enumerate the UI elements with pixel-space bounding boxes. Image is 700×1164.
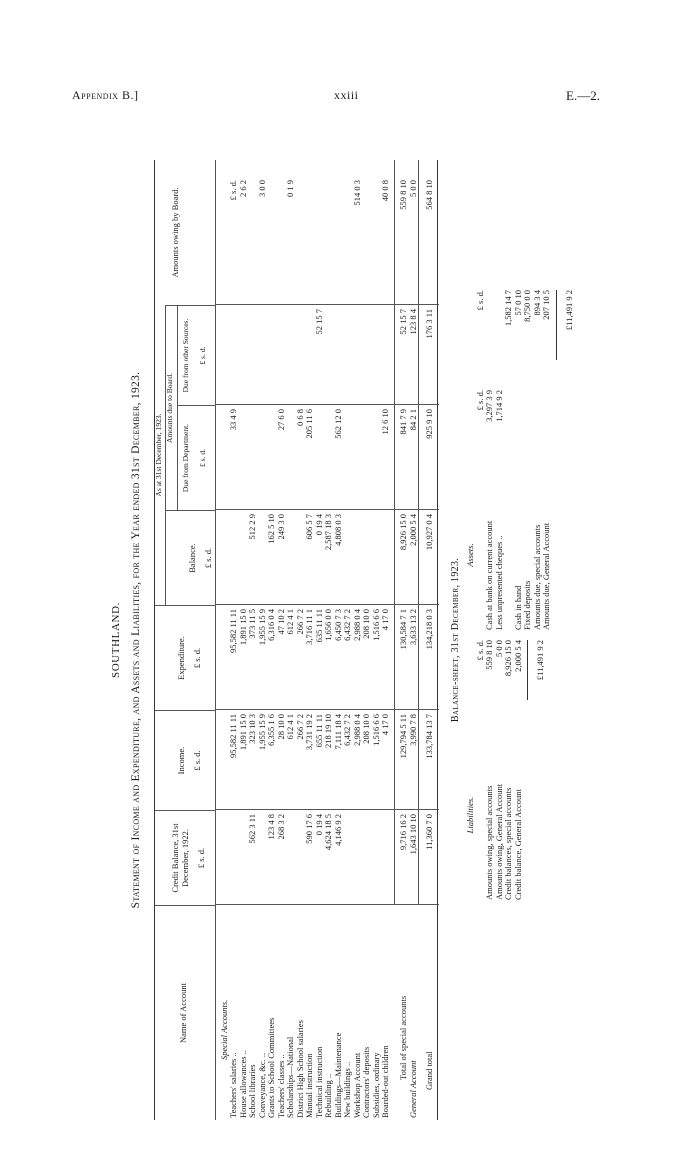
row-label: Teachers' classes .. <box>275 1054 286 1118</box>
cell-credit: 11,360 7 0 <box>424 814 434 850</box>
row-label: Technical instruction <box>313 1046 324 1118</box>
cell-dept: 205 11 6 <box>304 409 314 439</box>
cell-income: 2,988 0 4 <box>351 714 362 746</box>
cell-owing: 564 8 10 <box>424 180 434 210</box>
asset-line <box>504 290 514 630</box>
cell-expenditure: 47 10 2 <box>275 609 286 635</box>
cell-balance: 0 19 4 <box>313 514 324 536</box>
liability-label: Amounts owing, General Account <box>493 783 504 900</box>
row-label: Rebuilding .. <box>323 1073 333 1118</box>
assets-lines <box>485 290 552 630</box>
grand-total-row <box>425 160 435 1120</box>
liability-amount: 559 8 10 <box>484 640 494 670</box>
asset-label: Fixed deposits <box>522 580 532 630</box>
cell-balance: 10,927 0 4 <box>424 514 434 551</box>
liabilities-rule <box>527 640 528 700</box>
col-header-credit: Credit Balance, 31st December, 1922. £ s. d. <box>155 810 215 905</box>
cell-income: 1,516 6 6 <box>370 714 381 746</box>
col-header-expenditure: Expenditure. £ s. d. <box>155 605 215 710</box>
cell-expenditure: 1,516 6 6 <box>370 609 381 641</box>
cell-expenditure: 2,988 0 4 <box>351 609 362 641</box>
row-label: Buildings—Maintenance <box>332 1032 343 1118</box>
row-label: Subsidies, ordinary <box>370 1052 381 1118</box>
cell-owing: £ s. d. <box>228 180 238 201</box>
row-label: Grants to School Committees <box>266 1017 276 1118</box>
col-header-due-group: Amounts due to Board. <box>165 305 177 510</box>
asset-line <box>495 290 505 630</box>
cell-balance: 4,808 0 3 <box>332 514 343 546</box>
cell-income: 133,784 13 7 <box>424 714 434 759</box>
cell-income: 1,955 15 9 <box>256 714 267 751</box>
cell-expenditure: 635 11 11 <box>313 609 324 643</box>
cell-income: 208 10 0 <box>361 714 371 744</box>
table-row <box>381 160 391 1120</box>
page-header <box>0 0 700 103</box>
cell-expenditure: 134,218 0 3 <box>424 609 434 650</box>
cell-credit: 0 19 4 <box>313 814 324 836</box>
asset-amount: 8,750 0 0 <box>522 290 532 322</box>
cell-income: 1,891 15 0 <box>237 714 248 751</box>
asset-line <box>542 290 552 630</box>
asset-amount: 894 3 4 <box>531 290 542 316</box>
cell-expenditure: 6,450 7 3 <box>332 609 343 641</box>
asset-subamount: 1,714 9 2 <box>493 390 504 422</box>
cell-owing: 3 0 0 <box>256 180 267 197</box>
lsd-heading: £ s. d. <box>474 640 485 661</box>
cell-dept: 12 6 10 <box>380 409 390 435</box>
region-title: SOUTHLAND. <box>110 602 122 678</box>
asset-amount: 207 10 5 <box>541 290 551 320</box>
lsd-heading: £ s. d. £ s. d. <box>474 290 485 411</box>
table-row <box>267 160 277 1120</box>
cell-expenditure: 6,432 7 2 <box>342 609 352 641</box>
row-label: House allowances .. <box>237 1050 248 1118</box>
col-header-due-dept: Due from Department. £ s. d. <box>177 405 215 510</box>
cell-income: 4 17 0 <box>380 714 390 736</box>
cell-credit: 562 3 11 <box>247 814 257 844</box>
cell-due-dept: 841 7 9 <box>398 409 408 435</box>
asset-label: Cash in hand <box>512 585 523 630</box>
cell-balance: 8,926 15 0 <box>398 514 408 551</box>
row-label: School libraries <box>247 1064 257 1118</box>
col-header-balance: Balance. £ s. d. <box>165 510 215 605</box>
row-label: New buildings .. <box>342 1061 352 1118</box>
col-header-as-at: As at 31st December, 1923. <box>154 413 163 497</box>
cell-income: 28 10 0 <box>275 714 286 740</box>
liabilities-lines <box>485 640 523 900</box>
liability-label: Credit balance, General Account <box>512 789 523 900</box>
cell-income: 95,582 11 11 <box>228 714 238 758</box>
row-label: Scholarships—National <box>285 1036 295 1118</box>
cell-credit: 123 4 8 <box>266 814 276 840</box>
page-number: xxiii <box>334 88 359 102</box>
cell-expenditure: 3,633 13 2 <box>408 609 418 646</box>
cell-dept: 27 6 0 <box>275 409 286 431</box>
asset-label: Amounts due, General Account <box>541 522 551 630</box>
table-row <box>277 160 287 1120</box>
asset-amount: 57 0 10 <box>512 290 523 316</box>
cell-due-dept: 925 9 10 <box>424 409 434 439</box>
cell-expenditure: 1,955 15 9 <box>256 609 267 646</box>
cell-balance: 249 3 0 <box>275 514 286 540</box>
cell-income: 266 7 2 <box>294 714 305 740</box>
cell-income: 612 4 1 <box>285 714 295 740</box>
cell-due-other: 52 15 7 <box>398 309 408 335</box>
row-label: General Account <box>408 1060 418 1118</box>
cell-income: 7,111 18 4 <box>332 714 343 750</box>
row-label: Manual instruction <box>304 1053 314 1118</box>
assets-block <box>466 290 574 630</box>
table-row <box>372 160 382 1120</box>
cell-dept: 562 12 0 <box>332 409 343 439</box>
cell-expenditure: 6,316 0 4 <box>266 609 276 641</box>
assets-rule <box>556 290 557 360</box>
liabilities-heading: Liabilities. <box>465 796 475 834</box>
asset-label: Cash at bank on current account <box>484 520 494 630</box>
row-label: Grand total <box>424 1051 434 1090</box>
cell-credit: 4,146 9 2 <box>332 814 343 846</box>
cell-owing: 559 8 10 <box>398 180 408 210</box>
cell-expenditure: 95,582 11 11 <box>228 609 238 653</box>
cell-credit: 590 17 6 <box>304 814 314 844</box>
cell-owing: 514 0 3 <box>351 180 362 206</box>
cell-balance: 162 5 10 <box>266 514 276 544</box>
cell-income: 218 19 10 <box>323 714 333 748</box>
liabilities-total: £11,491 9 2 <box>535 640 545 681</box>
balance-sheet-title: Balance-sheet, 31st December, 1923. <box>450 557 461 723</box>
asset-label: Amounts due, special accounts <box>531 524 542 630</box>
cell-owing: 5 0 0 <box>408 180 418 197</box>
statement-table <box>154 160 438 1120</box>
cell-income: 6,432 7 2 <box>342 714 352 746</box>
col-header-income: Income. £ s. d. <box>155 710 215 810</box>
cell-income: 129,794 5 11 <box>398 714 408 759</box>
liability-amount: 5 0 0 <box>493 640 504 657</box>
cell-expenditure: 266 7 2 <box>294 609 305 635</box>
col-header-name: Name of Account <box>155 905 215 1120</box>
cell-due-other: 176 3 11 <box>424 309 434 339</box>
cell-balance: 512 2 9 <box>247 514 257 540</box>
table-row <box>353 160 363 1120</box>
row-label: Workshop Account <box>351 1052 362 1118</box>
subtotal-rule <box>394 160 395 905</box>
cell-income: 3,731 19 2 <box>304 714 314 751</box>
cell-due-other: 123 8 4 <box>408 309 418 335</box>
cell-balance: 2,000 5 4 <box>408 514 418 546</box>
cell-expenditure: 3,716 11 1 <box>304 609 314 645</box>
cell-credit: 1,643 10 10 <box>408 814 418 855</box>
cell-credit: 4,624 18 5 <box>323 814 333 851</box>
cell-expenditure: 4 17 0 <box>380 609 390 631</box>
col-header-due-other: Due from other Sources. £ s. d. <box>177 305 215 405</box>
cell-income: 6,355 1 6 <box>266 714 276 746</box>
cell-expenditure: 1,891 15 0 <box>237 609 248 646</box>
cell-expenditure: 612 4 1 <box>285 609 295 635</box>
document-code: E.—2. <box>566 88 600 103</box>
section-title-special: Special Accounts. <box>219 999 229 1060</box>
liability-line <box>514 640 524 900</box>
cell-due-dept: 84 2 1 <box>408 409 418 431</box>
rotated-statement <box>110 160 630 1120</box>
row-label: District High School salaries <box>294 1020 305 1118</box>
row-label: Contractors' deposits <box>361 1046 371 1118</box>
assets-total: £11,491 9 2 <box>563 290 574 331</box>
cell-expenditure: 130,584 7 1 <box>398 609 408 650</box>
cell-owing: 2 6 2 <box>237 180 248 197</box>
appendix-label: Appendix B.] <box>72 88 139 102</box>
row-label: Boarded-out children <box>380 1045 390 1118</box>
cell-expenditure: 373 11 5 <box>247 609 257 639</box>
asset-amount: 1,582 14 7 <box>503 290 513 327</box>
cell-other: 52 15 7 <box>313 309 324 335</box>
cell-credit: 268 3 2 <box>275 814 286 840</box>
statement-title: Statement of Income and Expenditure, and Assets and Liabilities, for the Year ended 31st December, 1923. <box>130 371 142 909</box>
cell-dept: 0 6 8 <box>294 409 305 426</box>
cell-credit: 9,716 16 2 <box>398 814 408 851</box>
cell-owing: 0 1 9 <box>285 180 295 197</box>
asset-line <box>514 290 524 630</box>
cell-expenditure: 1,656 0 0 <box>323 609 333 641</box>
row-label: Total of special accounts <box>398 995 408 1080</box>
cell-balance: 2,587 18 3 <box>323 514 333 551</box>
table-row <box>239 160 249 1120</box>
col-header-owing: Amounts owing by Board. <box>170 187 180 278</box>
cell-income: 3,990 7 8 <box>408 714 418 746</box>
asset-label: Less unpresented cheques .. <box>493 535 504 630</box>
general-account-row <box>409 160 419 1120</box>
cell-dept: 33 4 9 <box>228 409 238 431</box>
liability-amount: 8,926 15 0 <box>503 640 513 677</box>
liability-amount: 2,000 5 4 <box>512 640 523 672</box>
cell-income: 323 10 3 <box>247 714 257 744</box>
cell-expenditure: 208 10 0 <box>361 609 371 639</box>
assets-heading: Assets. <box>465 543 475 567</box>
asset-subamount: 3,297 3 9 <box>484 390 494 422</box>
cell-balance: 606 5 7 <box>304 514 314 540</box>
table-row <box>286 160 296 1120</box>
liabilities-block <box>466 640 546 900</box>
row-label: Conveyance, &c. .. <box>256 1052 267 1118</box>
liability-label: Amounts owing, special accounts <box>484 785 494 900</box>
cell-income: 655 11 11 <box>313 714 324 748</box>
liability-label: Credit balances, special accounts <box>503 787 513 900</box>
cell-owing: 40 0 8 <box>380 180 390 202</box>
row-label: Teachers' salaries .. <box>228 1052 238 1118</box>
